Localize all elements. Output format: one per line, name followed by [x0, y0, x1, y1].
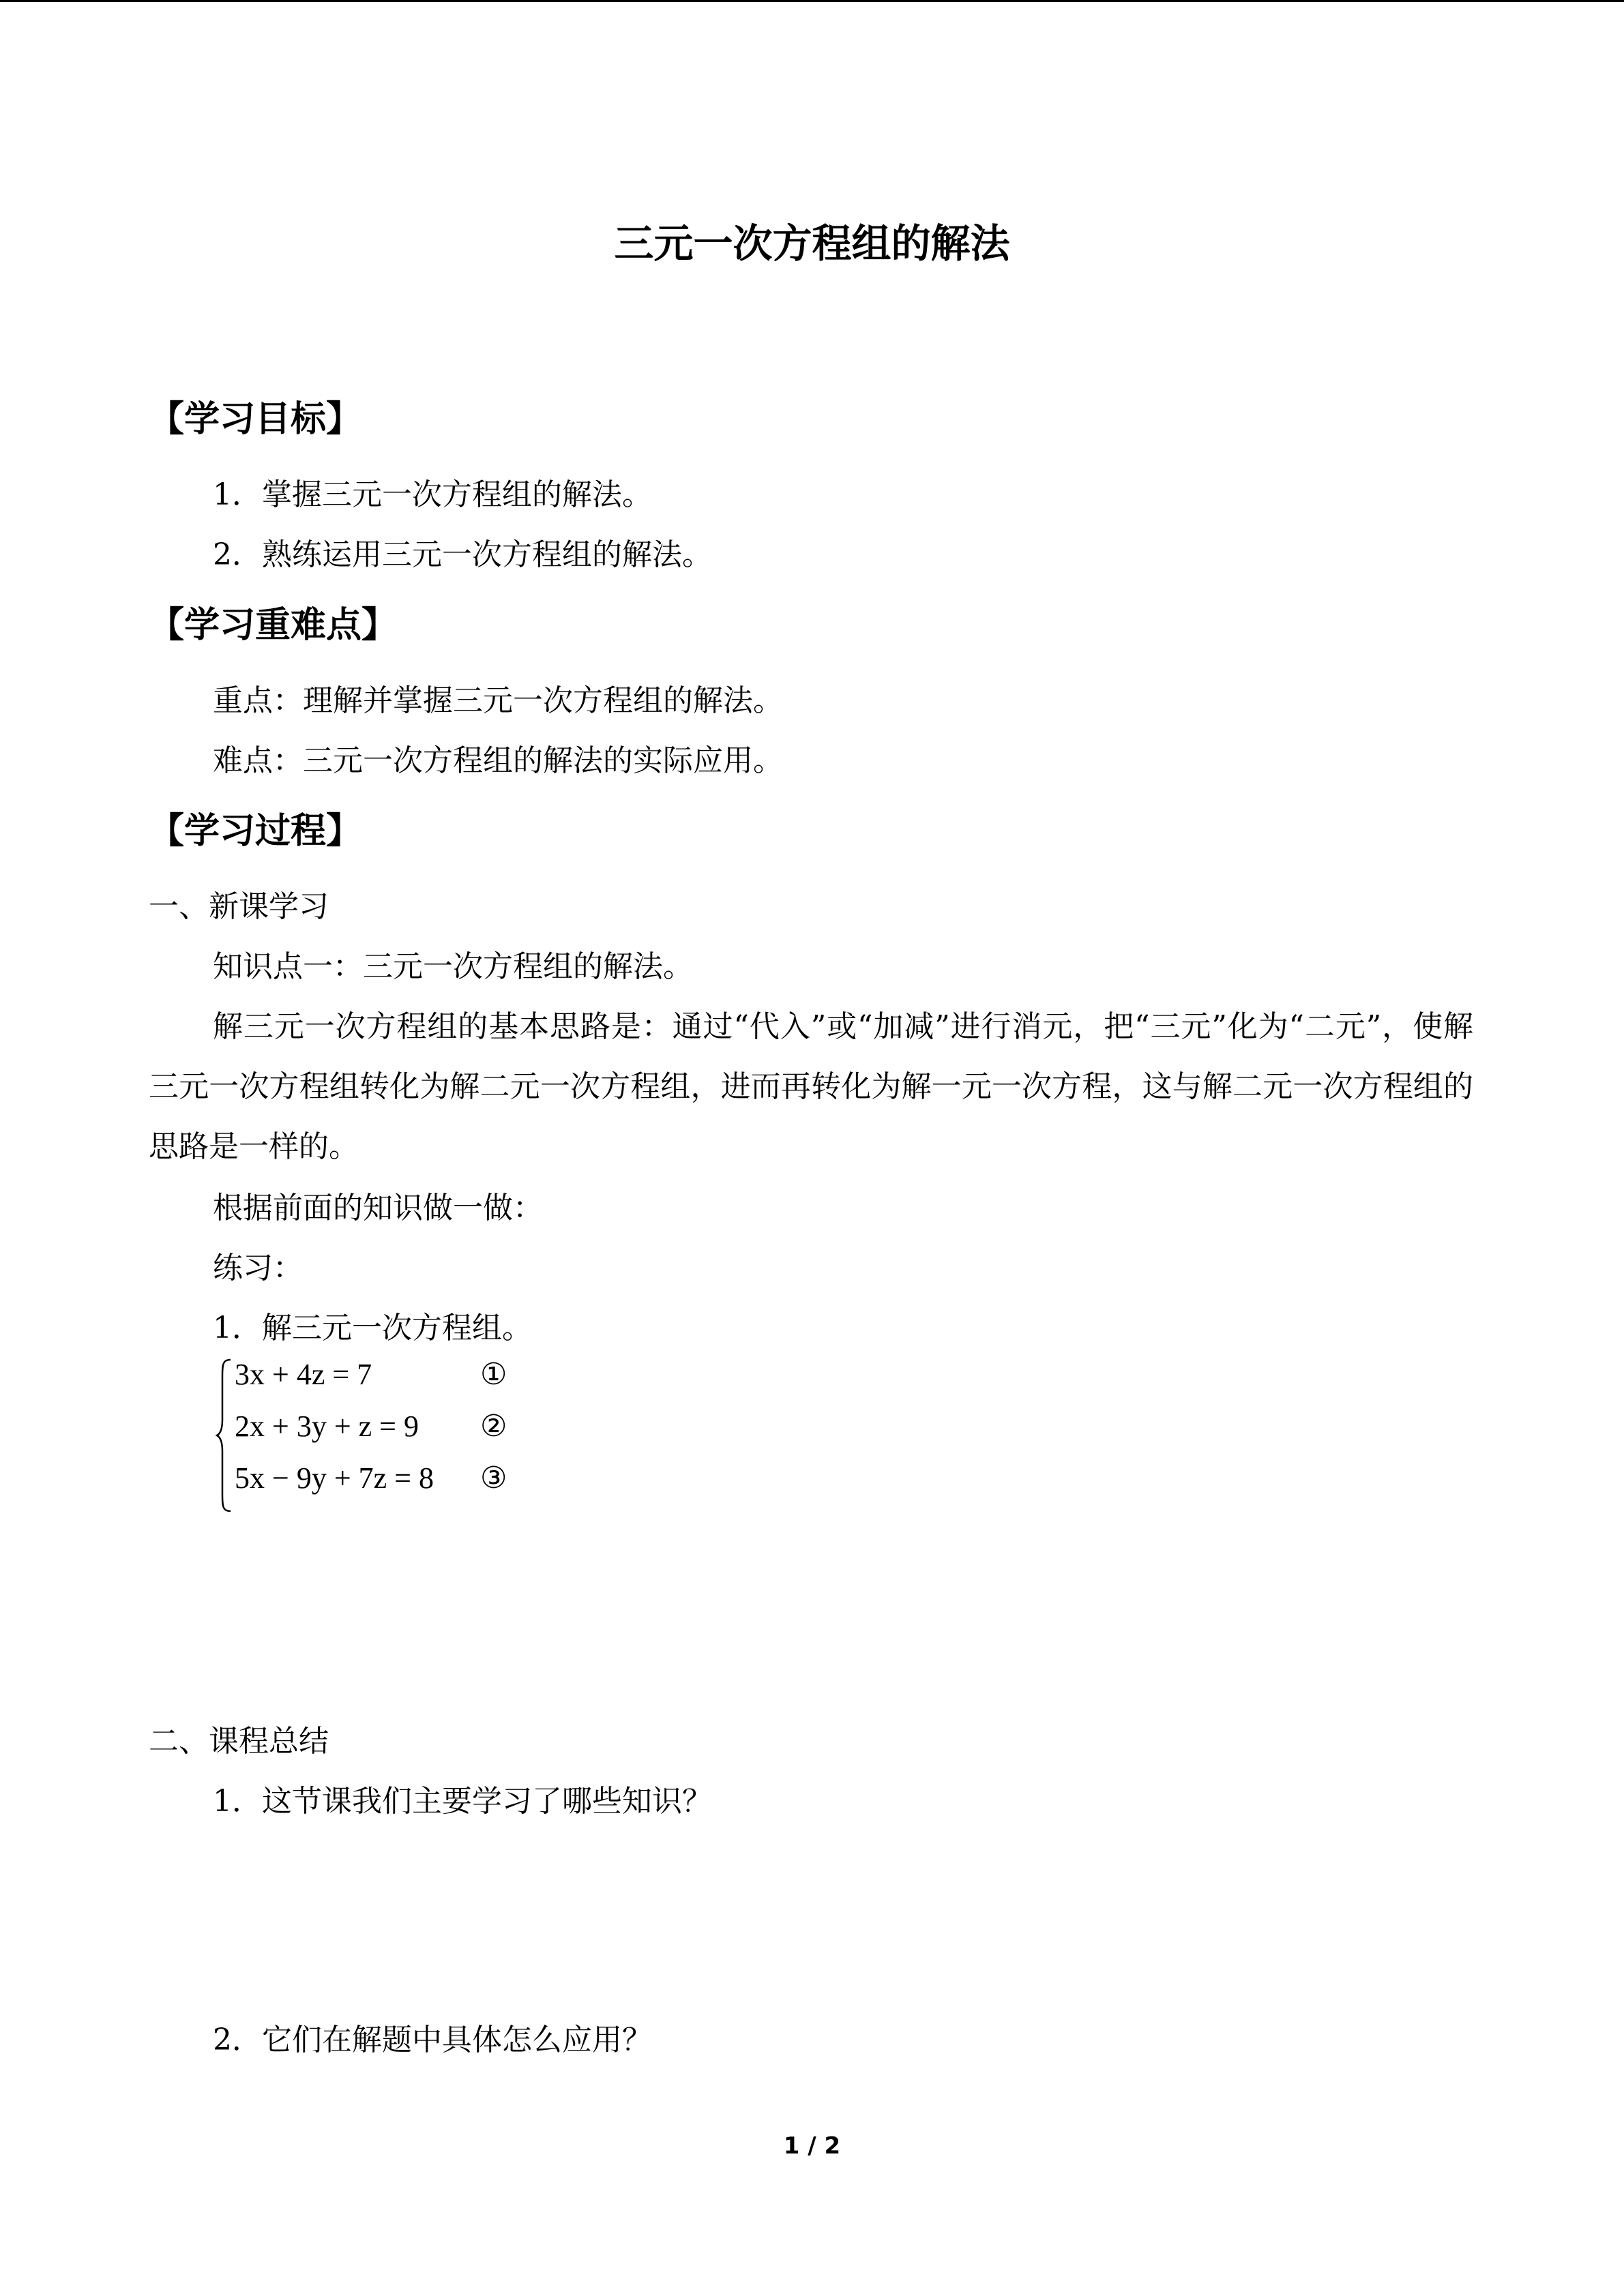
objective-item-2: 2．熟练运用三元一次方程组的解法。: [213, 537, 712, 572]
heading-process: 【学习过程】: [149, 811, 362, 852]
left-brace: [216, 1357, 232, 1514]
equation-3: [235, 1461, 434, 1495]
practice-label: 练习：: [213, 1251, 303, 1285]
equation-2-mark: ②: [480, 1409, 507, 1444]
equation-1-text: 3x + 4z = 7: [235, 1358, 372, 1391]
summary-question-2: 2．它们在解题中具体怎么应用？: [213, 2023, 652, 2057]
equation-2: [235, 1409, 419, 1444]
top-border: [0, 0, 1624, 2]
key-point-difficulty: 难点：三元一次方程组的解法的实际应用。: [213, 743, 783, 778]
equation-3-text: 5x − 9y + 7z = 8: [235, 1461, 434, 1495]
section-title-summary: 二、课程总结: [149, 1724, 329, 1759]
knowledge-point: 知识点一：三元一次方程组的解法。: [213, 949, 693, 984]
equation-1: [235, 1357, 372, 1392]
try-it-text: 根据前面的知识做一做：: [213, 1191, 543, 1225]
exercise-1: 1．解三元一次方程组。: [213, 1311, 532, 1345]
heading-objectives: 【学习目标】: [149, 399, 362, 440]
key-point-focus: 重点：理解并掌握三元一次方程组的解法。: [213, 683, 783, 718]
section-title-new-lesson: 一、新课学习: [149, 889, 329, 924]
summary-question-1: 1．这节课我们主要学习了哪些知识？: [213, 1784, 712, 1819]
equation-3-mark: ③: [480, 1461, 507, 1495]
objective-item-1: 1．掌握三元一次方程组的解法。: [213, 477, 652, 512]
page-number: 1 / 2: [783, 2132, 841, 2160]
equation-1-mark: ①: [480, 1357, 507, 1392]
equation-2-text: 2x + 3y + z = 9: [235, 1410, 419, 1443]
equation-system: [216, 1357, 557, 1514]
page-title: 三元一次方程组的解法: [614, 220, 1010, 267]
method-paragraph: 解三元一次方程组的基本思路是：通过“代入”或“加减”进行消元，把“三元”化为“二元”，使解三元一次方程组转化为解二元一次方程组，进而再转化为解一元一次方程，这与解二元一次方程组的思路是一样的。: [149, 1009, 1473, 1164]
heading-key-points: 【学习重难点】: [149, 605, 398, 646]
